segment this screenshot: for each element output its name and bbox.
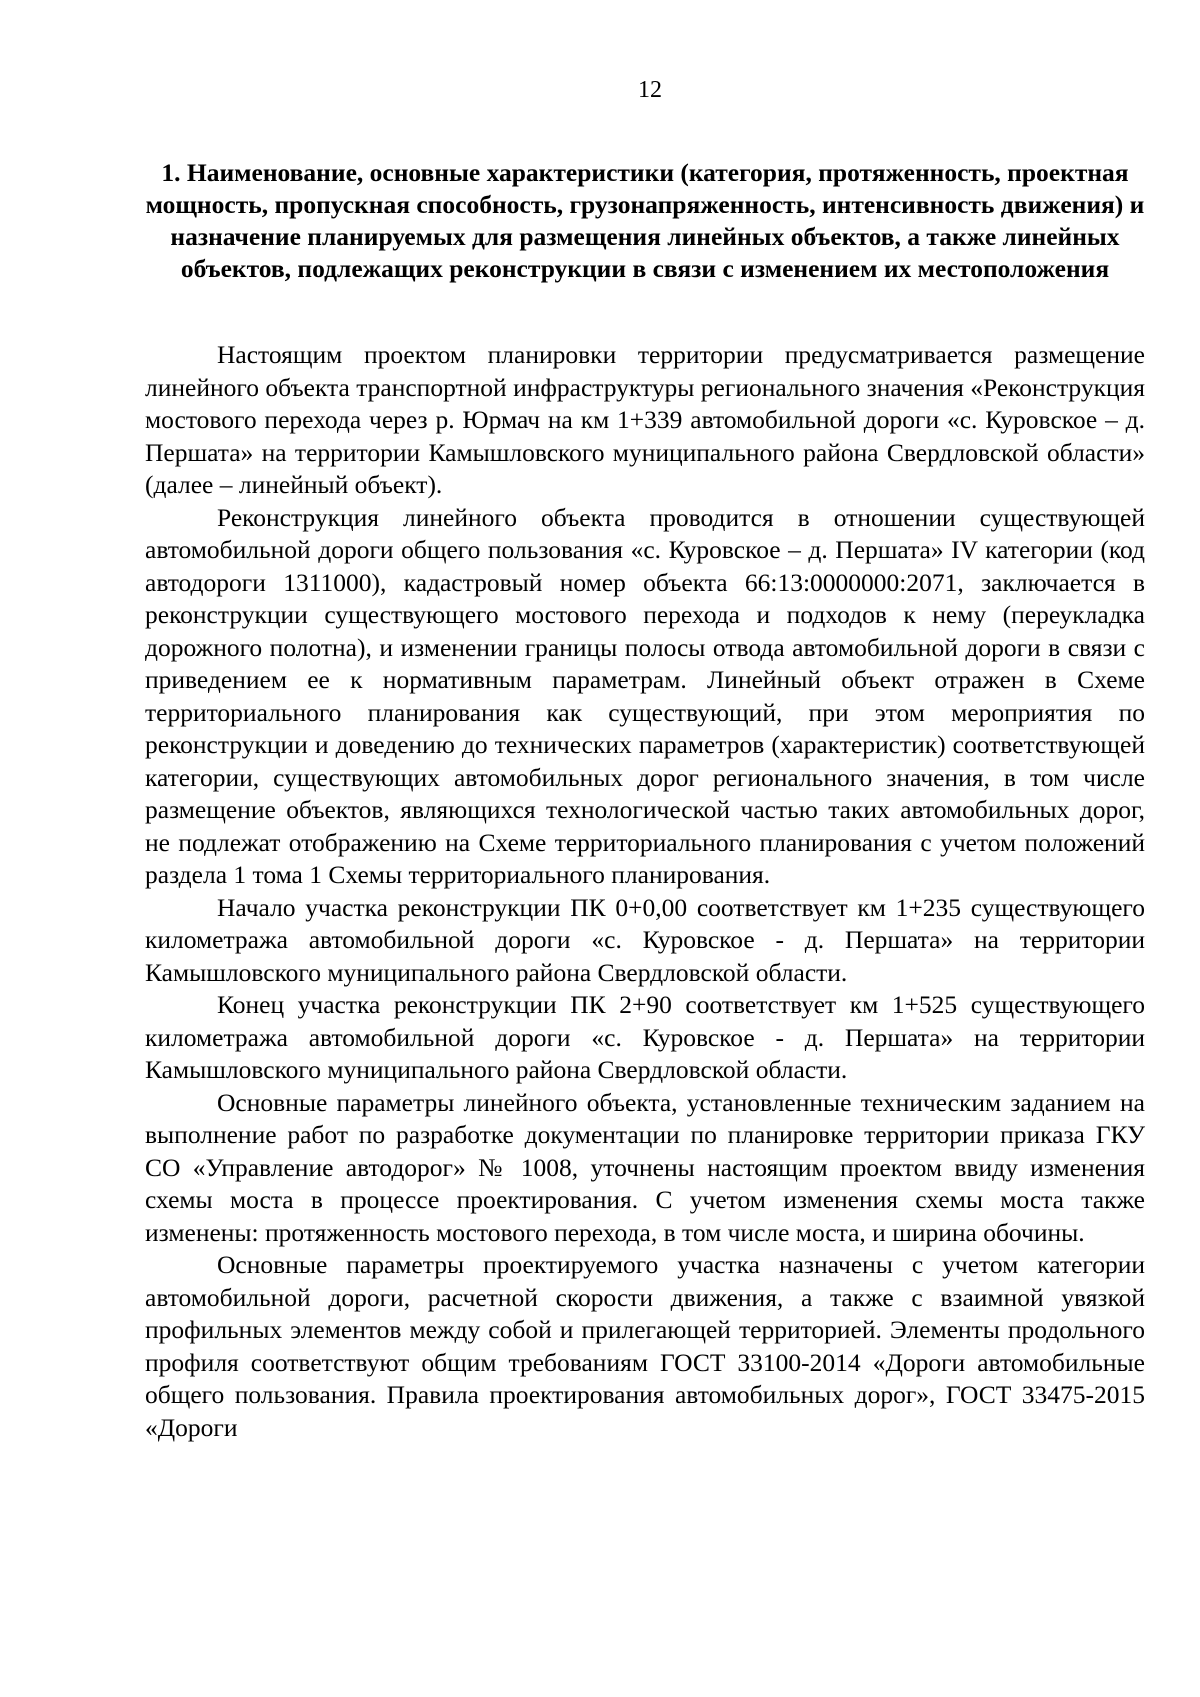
paragraph: Начало участка реконструкции ПК 0+0,00 соответствует км 1+235 существующего километража автомобильной дороги «с. Куровское - д. Першата» на территории Камышловского муниципального района Свердловской области. — [145, 892, 1145, 987]
document-body — [145, 339, 1145, 1444]
paragraph: Основные параметры линейного объекта, установленные техническим заданием на выполнение работ по разработке документации по планировке территории приказа ГКУ СО «Управление автодорог» № 1008, уточнены настоящим проектом ввиду изменения схемы моста в процессе проектирования. С учетом изменения схемы моста также изменены: протяженность мостового перехода, в том числе моста, и ширина обочины. — [145, 1087, 1145, 1247]
page-number: 12 — [638, 77, 662, 103]
paragraph: Основные параметры проектируемого участка назначены с учетом категории автомобильной дороги, расчетной скорости движения, а также с взаимной увязкой профильных элементов между собой и прилегающей территорией. Элементы продольного профиля соответствуют общим требованиям ГОСТ 33100-2014 «Дороги автомобильные общего пользования. Правила проектирования автомобильных дорог», ГОСТ 33475-2015 «Дороги — [145, 1250, 1145, 1442]
section-heading: 1. Наименование, основные характеристики (категория, протяженность, проектная мощность, пропускная способность, грузонапряженность, интенсивность движения) и назначение планируемых для размещения линейных объектов, а также линейных объектов, подлежащих реконструкции в связи с изменением их местоположения — [145, 158, 1145, 283]
paragraph: Настоящим проектом планировки территории предусматривается размещение линейного объекта транспортной инфраструктуры регионального значения «Реконструкция мостового перехода через р. Юрмач на км 1+339 автомобильной дороги «с. Куровское – д. Першата» на территории Камышловского муниципального района Свердловской области» (далее – линейный объект). — [145, 340, 1145, 499]
paragraph: Конец участка реконструкции ПК 2+90 соответствует км 1+525 существующего километража автомобильной дороги «с. Куровское - д. Першата» на территории Камышловского муниципального района Свердловской области. — [145, 990, 1145, 1084]
paragraph: Реконструкция линейного объекта проводится в отношении существующей автомобильной дороги общего пользования «с. Куровское – д. Першата» IV категории (код автодороги 1311000), кадастровый номер объекта 66:13:0000000:2071, заключается в реконструкции существующего мостового перехода и подходов к нему (переукладка дорожного полотна), и изменении границы полосы отвода автомобильной дороги в связи с приведением ее к нормативным параметрам. Линейный объект отражен в Схеме территориального планирования как существующий, при этом мероприятия по реконструкции и доведению до технических параметров (характеристик) соответствующей категории, существующих автомобильных дорог регионального значения, в том числе размещение объектов, являющихся технологической частью таких автомобильных дорог, не подлежат отображению на Схеме территориального планирования с учетом положений раздела 1 тома 1 Схемы территориального планирования. — [145, 502, 1145, 889]
